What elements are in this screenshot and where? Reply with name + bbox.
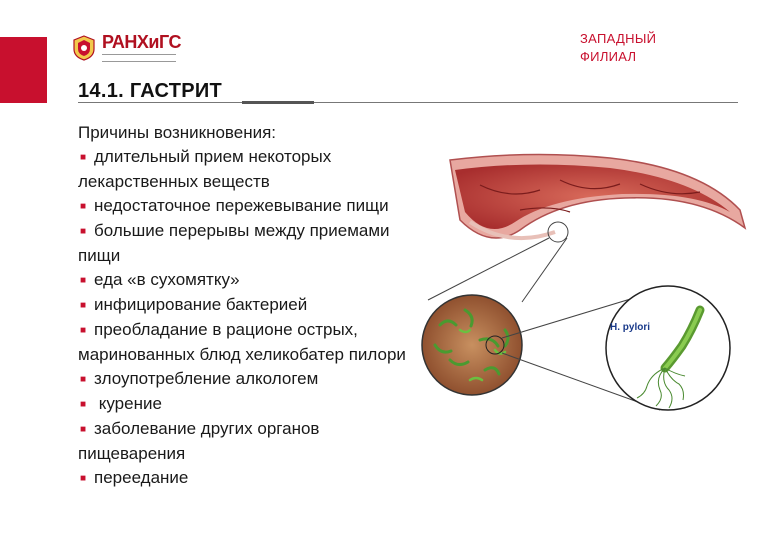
bullet-icon: ■ [80, 325, 87, 336]
stomach-wall [450, 154, 745, 238]
bullet-icon: ■ [80, 226, 87, 237]
logo-subline [102, 54, 176, 62]
emblem-icon [72, 35, 96, 61]
slide-body [78, 121, 428, 491]
title-divider-accent [242, 101, 314, 104]
list-item: ■ недостаточное пережевывание пищи [78, 194, 428, 219]
bullet-icon: ■ [80, 275, 87, 286]
bacterium-label: H. pylori [610, 322, 651, 333]
branch-line-2: ФИЛИАЛ [580, 49, 637, 64]
bullet-icon: ■ [80, 300, 87, 311]
title-divider [78, 102, 738, 103]
logo-text: РАНХиГС [102, 32, 181, 52]
ranepa-logo [72, 33, 181, 62]
slide-title: 14.1. ГАСТРИТ [78, 80, 223, 102]
bacterium-closeup [606, 286, 730, 410]
list-item: ■ длительный прием некоторых лекарственных веществ [78, 147, 332, 191]
bullet-icon: ■ [80, 201, 87, 212]
list-item: ■ еда «в сухомятку» [78, 268, 428, 293]
list-item: ■ большие перерывы между приемами пищи [78, 221, 390, 265]
stomach-illustration [410, 150, 770, 440]
bullet-icon: ■ [80, 399, 87, 410]
branch-label [580, 30, 656, 66]
bullet-icon: ■ [80, 152, 87, 163]
list-item: ■ злоупотребление алкологем [78, 367, 428, 392]
accent-bar [0, 37, 47, 103]
bullet-icon: ■ [80, 374, 87, 385]
causes-heading: Причины возникновения: [78, 123, 277, 142]
list-item: ■ преобладание в рационе острых, маринованных блюд хеликобатер пилори [78, 320, 406, 364]
list-item: ■ курение [78, 392, 428, 417]
list-item: ■ инфицирование бактерией [78, 293, 428, 318]
list-item: ■ заболевание других органов пищеварения [78, 419, 320, 463]
list-item: ■ переедание [78, 466, 428, 491]
bullet-icon: ■ [80, 473, 87, 484]
tissue-closeup [422, 295, 522, 395]
causes-list [78, 145, 428, 491]
branch-line-1: ЗАПАДНЫЙ [580, 31, 657, 46]
bullet-icon: ■ [80, 424, 87, 435]
